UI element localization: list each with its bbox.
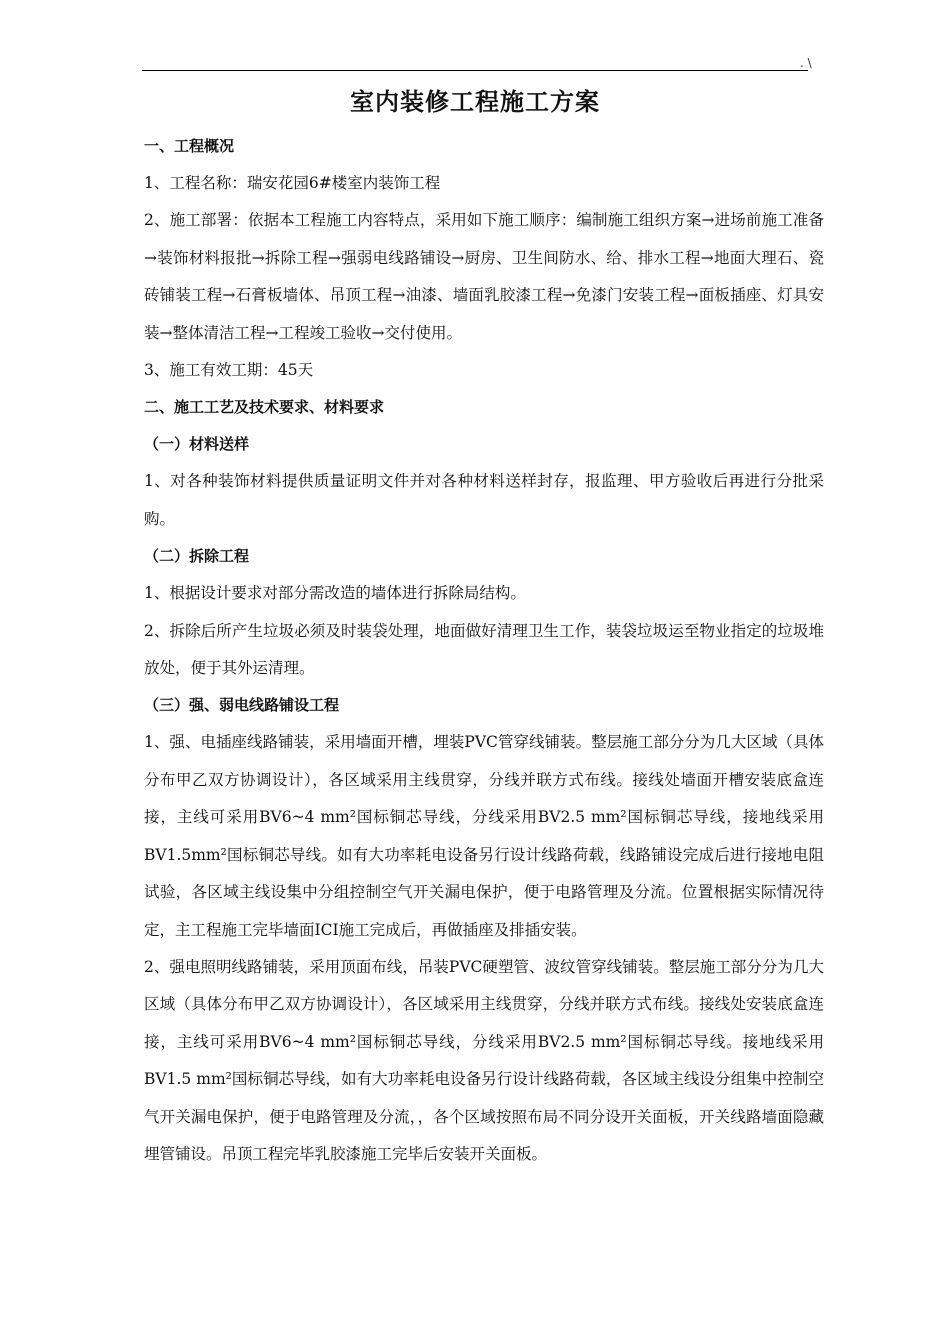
paragraph-demolition-2: 2、拆除后所产生垃圾必须及时装袋处理，地面做好清理卫生工作，装袋垃圾运至物业指定的垃圾堆放处，便于其外运清理。 [144, 621, 824, 678]
subsection-heading-demolition: （二）拆除工程 [144, 547, 250, 566]
header-rule [142, 70, 808, 71]
paragraph-duration: 3、施工有效工期：45天 [144, 361, 314, 380]
subsection-heading-wiring: （三）强、弱电线路铺设工程 [144, 696, 340, 715]
paragraph-material-samples: 1、对各种装饰材料提供质量证明文件并对各种材料送样封存，报监理、甲方验收后再进行分批采购。 [144, 472, 824, 528]
paragraph-wiring-1: 1、强、电插座线路铺装，采用墙面开槽，埋装PVC管穿线铺装。整层施工部分分为几大区域（具体分布甲乙双方协调设计），各区域采用主线贯穿，分线并联方式布线。接线处墙面开槽安装底盒连接，主线可采用BV6~4 mm²国标铜芯导线，分线采用BV2.5 mm²国标铜芯导线，接地线采用BV1.5mm²国标铜芯导线。如有大功率耗电设备另行设计线路荷载，线路铺设完成后进行接地电阻试验，各区域主线设集中分组控制空气开关漏电保护，便于电路管理及分流。位置根据实际情况待定，主工程施工完毕墙面ICI施工完成后，再做插座及排插安装。 [144, 733, 824, 939]
header-mark: . \ [800, 56, 812, 70]
document-title: 室内装修工程施工方案 [350, 88, 600, 116]
section-heading-overview: 一、工程概况 [144, 137, 235, 155]
section-heading-technique: 二、施工工艺及技术要求、材料要求 [144, 398, 385, 417]
subsection-heading-material-samples: （一）材料送样 [144, 435, 250, 454]
paragraph-wiring-2: 2、强电照明线路铺装，采用顶面布线，吊装PVC硬塑管、波纹管穿线铺装。整层施工部分分为几大区域（具体分布甲乙双方协调设计），各区域采用主线贯穿，分线并联方式布线。接线处安装底盒连接，主线可采用BV6~4 mm²国标铜芯导线，分线采用BV2.5 mm²国标铜芯导线。接地线采用BV1.5 mm²国标铜芯导线，如有大功率耗电设备另行设计线路荷载，各区域主线设分组集中控制空气开关漏电保护，便于电路管理及分流，，各个区域按照布局不同分设开关面板，开关线路墙面隐藏埋管铺设。吊顶工程完毕乳胶漆施工完毕后安装开关面板。 [144, 957, 824, 1163]
paragraph-project-name: 1、工程名称：瑞安花园6#楼室内装饰工程 [144, 174, 441, 192]
document-body [144, 128, 824, 1173]
paragraph-construction-plan: 2、施工部署：依据本工程施工内容特点，采用如下施工顺序：编制施工组织方案→进场前施工准备→装饰材料报批→拆除工程→强弱电线路铺设→厨房、卫生间防水、给、排水工程→地面大理石、瓷砖铺装工程→石膏板墙体、吊顶工程→油漆、墙面乳胶漆工程→免漆门安装工程→面板插座、灯具安装→整体清洁工程→工程竣工验收→交付使用。 [144, 211, 824, 342]
paragraph-demolition-1: 1、根据设计要求对部分需改造的墙体进行拆除局结构。 [144, 584, 526, 603]
